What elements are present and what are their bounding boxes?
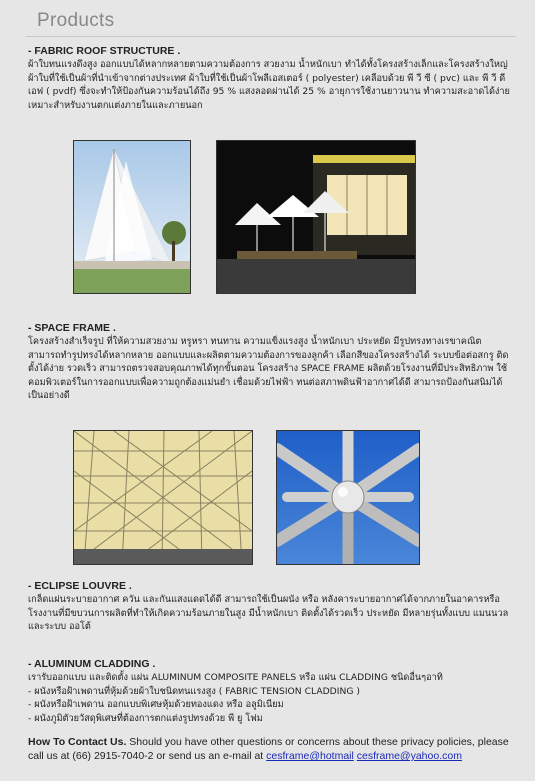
contact-block [28, 735, 518, 763]
fabric-roof-photo-2 [216, 140, 416, 294]
contact-heading: How To Contact Us. [28, 736, 127, 748]
contact-text: Should you have other questions or concerns about these privacy policies, please call us at (66) 2915-7040-2 or send us an e-mail at [28, 736, 509, 762]
section-eclipse-louvre [28, 580, 513, 634]
section-body: ผ้าใบทนแรงดึงสูง ออกแบบได้หลากหลายตามความต้องการ สวยงาม น้ำหนักเบา ทำได้ทั้งโครงสร้างเล็กและโครงสร้างใหญ่ ผ้าใบที่ใช้เป็นผ้าที่นำเข้าจากต่างประเทศ ผ้าใบที่ใช้เป็นผ้าโพลีเอสเตอร์ ( polyester) เคลือบด้วย พี วี ซี ( pvc) และ พี วี ดี เอฟ ( pvdf) ซึ่งจะทำให้ป้องกันความร้อนได้ถึง 95 % แสงลอดผ่านได้ 25 % อายุการใช้งานยาวนาน ทำความสะอาดได้ง่าย เหมาะสำหรับงานตกแต่งภายในและภายนอก [28, 59, 510, 111]
cladding-list [28, 685, 513, 726]
section-fabric-roof [28, 45, 513, 112]
space-frame-photo-1 [73, 430, 253, 565]
section-space-frame [28, 322, 513, 403]
title-divider [26, 36, 516, 37]
section-heading: - ECLIPSE LOUVRE . [28, 580, 132, 592]
list-item: - ผนังภูมิตัวยวัสดุพิเศษที่ต้องการตกแต่งรูปทรงด้วย พี ยู โฟม [28, 712, 263, 724]
section-heading: - ALUMINUM CLADDING . [28, 658, 156, 670]
section-body: เรารับออกแบบ และติดตั้ง แผ่น ALUMINUM COMPOSITE PANELS หรือ แผ่น CLADDING ชนิดอื่นๆอาทิ [28, 672, 443, 683]
section-body: โครงสร้างสำเร็จรูป ที่ให้ความสวยงาม หรูหรา ทนทาน ความแข็งแรงสูง น้ำหนักเบา ประหยัด มีรูปทรงทางเรขาคณิต สามารถทำรูปทรงได้หลากหลาย ออกแบบและผลิตตามความต้องการของลูกค้า เลือกสีของโครงสร้างได้ ระบบข้อต่อสกรู ติดตั้งได้ง่าย รวดเร็ว สามารถตรวจสอบคุณภาพได้ทุกขั้นตอน โครงสร้าง SPACE FRAME ผลิตด้วยโรงงานที่มีประสิทธิภาพ ใช้คอมพิวเตอร์ในการออกแบบเพื่อความถูกต้องแม่นยำ เชื่อมด้วยไฟฟ้า ทนต่อสภาพดินฟ้าอากาศได้ดี สามารถป้องกันสนิมได้เป็นอย่างดี [28, 336, 509, 401]
fabric-roof-photo-1 [73, 140, 191, 294]
space-frame-photo-2 [276, 430, 420, 565]
email-link-hotmail[interactable]: cesframe@hotmail [266, 750, 354, 762]
section-heading: - FABRIC ROOF STRUCTURE . [28, 45, 181, 57]
list-item: - ผนังหรือฝ้าเพดาน ออกแบบพิเศษหุ้มด้วยทองแดง หรือ อลูมิเนียม [28, 699, 284, 710]
section-aluminum-cladding [28, 658, 513, 725]
email-link-yahoo[interactable]: cesframe@yahoo.com [356, 750, 462, 762]
page-title: Products [37, 10, 115, 31]
list-item: - ผนังหรือฝ้าเพดานที่หุ้มด้วยผ้าใบชนิดทนแรงสูง ( FABRIC TENSION CLADDING ) [28, 685, 360, 697]
section-body: เกล็ดแผ่นระบายอากาศ ควัน และกันแสงแดดได้ดี สามารถใช้เป็นผนัง หรือ หลังคาระบายอากาศได้จากภายในอาคารหรือโรงงานที่มีขบวนการผลิตที่ทำให้เกิดความร้อนภายในสูง มีน้ำหนักเบา ติดตั้งได้รวดเร็ว ประหยัด มีหลายรุ่นทั้งแบบ แมนนวล และระบบ ออโต้ [28, 594, 509, 632]
section-heading: - SPACE FRAME . [28, 322, 116, 334]
